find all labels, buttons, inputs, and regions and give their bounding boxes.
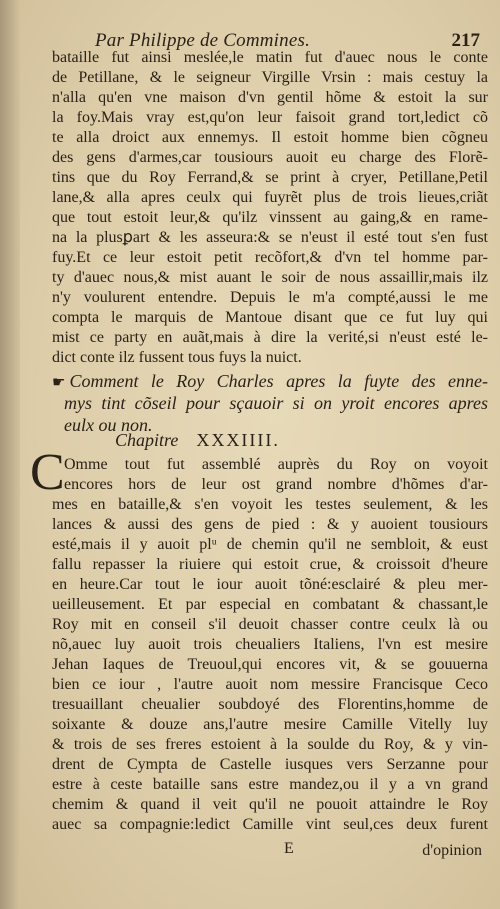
chapter-summary-line: mys tint cõseil pour sçauoir si on yroit encores apres	[64, 393, 488, 413]
summary-text: Comment le Roy Charles apres la fuyte des enne-	[69, 371, 488, 391]
text-line: tins que du Roy Ferrand,& se print à cryer, Petillane,Petil	[52, 169, 488, 186]
text-line: la foy.Mais vray est,qu'on leur faisoit grand tort,ledict cõ	[52, 109, 488, 126]
text-line: ueilleusement. Et par especial en combatant & chassant,le	[52, 596, 488, 613]
text-line: dict conte ilz fussent tous fuys la nuict.	[52, 349, 302, 366]
text-line: Roy mit en conseil s'il deuoit chasser contre ceulx là ou	[52, 616, 488, 633]
text-line: nõ,auec luy auoit trois cheualiers Italiens, l'vn est mesire	[52, 636, 488, 653]
text-line: des gens d'armes,car tousiours auoit eu charge des Florẽ-	[52, 149, 488, 166]
text-line: & trois de ses freres estoient à la soulde du Roy, & y vin-	[52, 736, 488, 753]
running-title: Par Philippe de Commines.	[95, 30, 311, 51]
chapter-summary-line: eulx ou non.	[64, 415, 153, 435]
chapter-number: XXXIIII.	[196, 430, 280, 450]
text-line: drent de Cympta de Castelle iusques vers Serzanne pour	[52, 756, 488, 773]
text-line: esté,mais il y auoit plᵘ de chemin qu'il ne sembloit, & eust	[52, 536, 488, 553]
text-line: mes en bataille,& s'en voyoit les testes seulement, & les	[52, 496, 488, 513]
catchword: d'opinion	[422, 842, 482, 859]
text-line: en heure.Car tout le iour auoit tõné:esclairé & pleu mer-	[52, 576, 488, 593]
text-line: mist ce party en auãt,mais à dire la verité,si n'eust esté le-	[52, 329, 488, 346]
text-line: chemim & quand il veit qu'il ne pouoit attaindre le Roy	[52, 796, 488, 813]
binding-gutter	[0, 0, 20, 909]
text-line: bien ce iour , l'autre auoit nom messire Francisque Ceco	[52, 676, 488, 693]
chapter-summary-line	[52, 370, 488, 392]
text-line: Jehan Iaques de Treuoul,qui encores vit, & se gouuerna	[52, 656, 488, 673]
text-line: estre à ceste bataille sans estre mandez,ou il y a vn grand	[52, 776, 488, 793]
text-line: na la plusꝑart & les asseura:& se n'eust il esté tout s'en fust	[52, 229, 488, 246]
text-line: Omme tout fut assemblé auprès du Roy on voyoit	[64, 456, 488, 473]
chapter-heading	[115, 430, 280, 451]
drop-cap: C	[30, 444, 65, 501]
text-line: soixante & douze ans,l'autre mesire Camille Vitelly luy	[52, 716, 488, 733]
text-line: n'alla qu'en vne maison d'vn gentil hõme & estoit la sur	[52, 89, 488, 106]
text-line: auec sa compagnie:ledict Camille vint seul,ces deux furent	[52, 816, 488, 833]
signature-mark: E	[284, 840, 294, 857]
text-line: te alla droict aux ennemys. Il estoit homme bien cõgneu	[52, 129, 488, 146]
text-line: compta le marquis de Mantoue disant que ce fut luy qui	[52, 309, 488, 326]
pointing-hand-icon: ☛	[52, 375, 66, 391]
text-line: tresuaillant cheualier soubdoyé des Florentins,homme de	[52, 696, 488, 713]
text-line: bataille fut ainsi meslée,le matin fut d'auec nous le conte	[52, 49, 488, 66]
text-line: ty d'auec nous,& mist auant le soir de nous assaillir,mais ilz	[52, 269, 488, 286]
chapter-label: Chapitre	[115, 430, 179, 450]
text-line: encores hors de leur ost grand nombre d'hõmes d'ar-	[64, 476, 488, 493]
text-line: lane,& alla apres ceulx qui fuyrẽt plus de trois lieues,criãt	[52, 189, 488, 206]
page-number: 217	[451, 30, 480, 51]
text-line: de Petillane, & le seigneur Virgille Vrsin : mais cestuy la	[52, 69, 488, 86]
text-line: lances & aussi des gens de pied : & y auoient tousiours	[52, 516, 488, 533]
text-line: que tout estoit leur,& qu'ilz vinssent au gaing,& en rame-	[52, 209, 488, 226]
text-line: n'y voulurent entendre. Depuis le m'a compté,aussi le me	[52, 289, 488, 306]
text-line: fallu repasser la riuiere qui estoit crue, & croissoit d'heure	[52, 556, 488, 573]
text-line: fuy.Et ce leur estoit petit recõfort,& d'vn tel homme par-	[52, 249, 488, 266]
